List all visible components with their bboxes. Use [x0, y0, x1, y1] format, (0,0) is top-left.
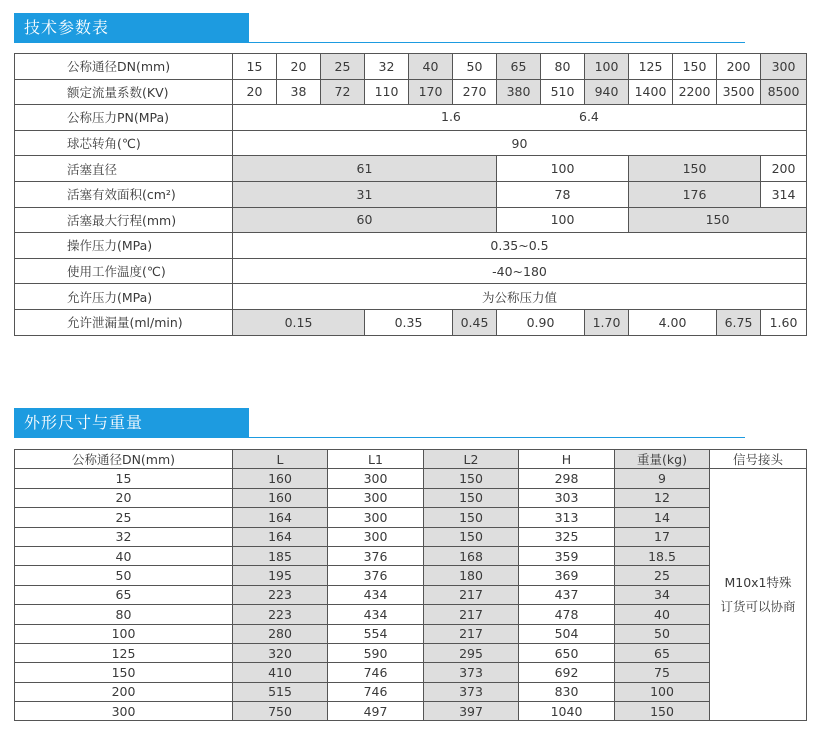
column-header: H [519, 450, 615, 469]
dn-cell: 50 [15, 566, 233, 585]
dn-cell: 300 [15, 702, 233, 721]
dimension-cell: 325 [519, 527, 615, 546]
dimension-cell: 195 [233, 566, 328, 585]
dn-cell: 200 [15, 682, 233, 701]
allow-cell: 为公称压力值 [233, 284, 807, 310]
dimension-cell: 164 [233, 508, 328, 527]
dimension-cell: 376 [328, 566, 424, 585]
area-cell: 31 [233, 181, 497, 207]
dn-cell: 125 [15, 643, 233, 662]
temp-cell: -40~180 [233, 258, 807, 284]
dimension-cell: 25 [615, 566, 710, 585]
dimension-cell: 150 [424, 527, 519, 546]
dimension-cell: 168 [424, 546, 519, 565]
leak-cell: 0.35 [365, 309, 453, 335]
column-header: 公称通径DN(mm) [15, 450, 233, 469]
row-stroke [15, 207, 807, 233]
angle-cell: 90 [233, 130, 807, 156]
row-allow-pressure [15, 284, 807, 310]
dimension-cell: 373 [424, 663, 519, 682]
dn-cell: 25 [321, 54, 365, 80]
leak-cell: 6.75 [717, 309, 761, 335]
dimension-cell: 75 [615, 663, 710, 682]
dimensions-table [14, 449, 807, 721]
dimension-cell: 17 [615, 527, 710, 546]
section-title-dimensions: 外形尺寸与重量 [14, 408, 249, 438]
row-leakage [15, 309, 807, 335]
section-divider [14, 42, 745, 43]
piston-d-cell: 100 [497, 156, 629, 182]
dimension-cell: 280 [233, 624, 328, 643]
table-row [15, 702, 807, 721]
area-cell: 314 [761, 181, 807, 207]
table-row [15, 663, 807, 682]
dimension-cell: 185 [233, 546, 328, 565]
tech-params-table [14, 53, 807, 336]
dn-cell: 80 [541, 54, 585, 80]
dimension-cell: 150 [424, 508, 519, 527]
table-row [15, 643, 807, 662]
table-row [15, 624, 807, 643]
row-label: 操作压力(MPa) [15, 233, 233, 259]
column-header: 重量(kg) [615, 450, 710, 469]
table-row [15, 682, 807, 701]
dimension-cell: 300 [328, 488, 424, 507]
column-header: 信号接头 [710, 450, 807, 469]
kv-cell: 110 [365, 79, 409, 105]
stroke-cell: 60 [233, 207, 497, 233]
table-row [15, 566, 807, 585]
table-row [15, 469, 807, 488]
column-header: L [233, 450, 328, 469]
dimension-cell: 100 [615, 682, 710, 701]
dimension-cell: 150 [615, 702, 710, 721]
dimension-cell: 223 [233, 605, 328, 624]
table-row [15, 527, 807, 546]
piston-d-cell: 200 [761, 156, 807, 182]
row-op-pressure [15, 233, 807, 259]
dimension-cell: 750 [233, 702, 328, 721]
dimension-cell: 830 [519, 682, 615, 701]
area-cell: 176 [629, 181, 761, 207]
leak-cell: 0.15 [233, 309, 365, 335]
dimension-cell: 434 [328, 585, 424, 604]
kv-cell: 170 [409, 79, 453, 105]
dimension-cell: 164 [233, 527, 328, 546]
leak-cell: 0.90 [497, 309, 585, 335]
row-piston-area [15, 181, 807, 207]
kv-cell: 1400 [629, 79, 673, 105]
dimension-cell: 373 [424, 682, 519, 701]
dimension-cell: 300 [328, 508, 424, 527]
signal-line-1: M10x1特殊 [724, 574, 792, 590]
dimension-cell: 746 [328, 682, 424, 701]
dimension-cell: 160 [233, 469, 328, 488]
stroke-cell: 100 [497, 207, 629, 233]
dimension-cell: 376 [328, 546, 424, 565]
op-cell: 0.35~0.5 [233, 233, 807, 259]
kv-cell: 380 [497, 79, 541, 105]
dn-cell: 200 [717, 54, 761, 80]
dimension-cell: 12 [615, 488, 710, 507]
dimension-cell: 650 [519, 643, 615, 662]
dn-cell: 25 [15, 508, 233, 527]
dimension-cell: 359 [519, 546, 615, 565]
kv-cell: 270 [453, 79, 497, 105]
row-label: 公称通径DN(mm) [15, 54, 233, 80]
kv-cell: 72 [321, 79, 365, 105]
header-row [15, 450, 807, 469]
dimension-cell: 223 [233, 585, 328, 604]
piston-d-cell: 150 [629, 156, 761, 182]
piston-d-cell: 61 [233, 156, 497, 182]
leak-cell: 0.45 [453, 309, 497, 335]
row-label: 活塞有效面积(cm²) [15, 181, 233, 207]
dimension-cell: 303 [519, 488, 615, 507]
dn-cell: 40 [15, 546, 233, 565]
dimension-cell: 300 [328, 469, 424, 488]
dimension-cell: 369 [519, 566, 615, 585]
column-header: L2 [424, 450, 519, 469]
dimension-cell: 34 [615, 585, 710, 604]
leak-cell: 1.60 [761, 309, 807, 335]
dimension-cell: 160 [233, 488, 328, 507]
stroke-cell: 150 [629, 207, 807, 233]
section-title-tech-params: 技术参数表 [14, 13, 249, 43]
table-row [15, 585, 807, 604]
table-row [15, 508, 807, 527]
dimension-cell: 217 [424, 624, 519, 643]
dn-cell: 15 [15, 469, 233, 488]
kv-cell: 38 [277, 79, 321, 105]
pn-value-low: 1.6 [441, 109, 461, 125]
dn-cell: 300 [761, 54, 807, 80]
dimension-cell: 320 [233, 643, 328, 662]
dimension-cell: 397 [424, 702, 519, 721]
kv-cell: 3500 [717, 79, 761, 105]
row-label: 额定流量系数(KV) [15, 79, 233, 105]
dn-cell: 80 [15, 605, 233, 624]
dn-cell: 32 [365, 54, 409, 80]
dimension-cell: 692 [519, 663, 615, 682]
row-label: 允许泄漏量(ml/min) [15, 309, 233, 335]
dn-cell: 32 [15, 527, 233, 546]
dimension-cell: 554 [328, 624, 424, 643]
dn-cell: 100 [585, 54, 629, 80]
row-label: 球芯转角(℃) [15, 130, 233, 156]
kv-cell: 2200 [673, 79, 717, 105]
row-angle [15, 130, 807, 156]
dimension-cell: 180 [424, 566, 519, 585]
signal-line-2: 订货可以协商 [720, 598, 796, 614]
row-label: 允许压力(MPa) [15, 284, 233, 310]
kv-cell: 8500 [761, 79, 807, 105]
pn-cell [233, 105, 807, 131]
dimension-cell: 40 [615, 605, 710, 624]
dimension-cell: 295 [424, 643, 519, 662]
table-row [15, 546, 807, 565]
dimension-cell: 50 [615, 624, 710, 643]
dimension-cell: 437 [519, 585, 615, 604]
dimension-cell: 300 [328, 527, 424, 546]
dimension-cell: 746 [328, 663, 424, 682]
table-row [15, 605, 807, 624]
dimension-cell: 298 [519, 469, 615, 488]
kv-cell: 20 [233, 79, 277, 105]
dn-cell: 100 [15, 624, 233, 643]
dn-cell: 40 [409, 54, 453, 80]
kv-cell: 510 [541, 79, 585, 105]
row-kv [15, 79, 807, 105]
dimension-cell: 590 [328, 643, 424, 662]
dimension-cell: 504 [519, 624, 615, 643]
row-label: 使用工作温度(℃) [15, 258, 233, 284]
dimension-cell: 410 [233, 663, 328, 682]
dn-cell: 150 [15, 663, 233, 682]
row-piston-diameter [15, 156, 807, 182]
dimension-cell: 313 [519, 508, 615, 527]
leak-cell: 4.00 [629, 309, 717, 335]
dimension-cell: 14 [615, 508, 710, 527]
dn-cell: 65 [15, 585, 233, 604]
table-row [15, 488, 807, 507]
kv-cell: 940 [585, 79, 629, 105]
dn-cell: 65 [497, 54, 541, 80]
row-label: 活塞直径 [15, 156, 233, 182]
dimension-cell: 65 [615, 643, 710, 662]
dn-cell: 15 [233, 54, 277, 80]
dimension-cell: 18.5 [615, 546, 710, 565]
dn-cell: 50 [453, 54, 497, 80]
row-dn [15, 54, 807, 80]
dimension-cell: 150 [424, 469, 519, 488]
dn-cell: 20 [277, 54, 321, 80]
leak-cell: 1.70 [585, 309, 629, 335]
dimension-cell: 150 [424, 488, 519, 507]
dimension-cell: 1040 [519, 702, 615, 721]
dimension-cell: 217 [424, 585, 519, 604]
dn-cell: 20 [15, 488, 233, 507]
row-pn [15, 105, 807, 131]
dimension-cell: 478 [519, 605, 615, 624]
signal-connector-cell [710, 469, 807, 721]
dimension-cell: 9 [615, 469, 710, 488]
dimension-cell: 497 [328, 702, 424, 721]
section-divider [14, 437, 745, 438]
dimension-cell: 434 [328, 605, 424, 624]
row-label: 活塞最大行程(mm) [15, 207, 233, 233]
dn-cell: 150 [673, 54, 717, 80]
dimension-cell: 217 [424, 605, 519, 624]
area-cell: 78 [497, 181, 629, 207]
row-temperature [15, 258, 807, 284]
dimension-cell: 515 [233, 682, 328, 701]
pn-value-high: 6.4 [579, 109, 599, 125]
dn-cell: 125 [629, 54, 673, 80]
row-label: 公称压力PN(MPa) [15, 105, 233, 131]
column-header: L1 [328, 450, 424, 469]
